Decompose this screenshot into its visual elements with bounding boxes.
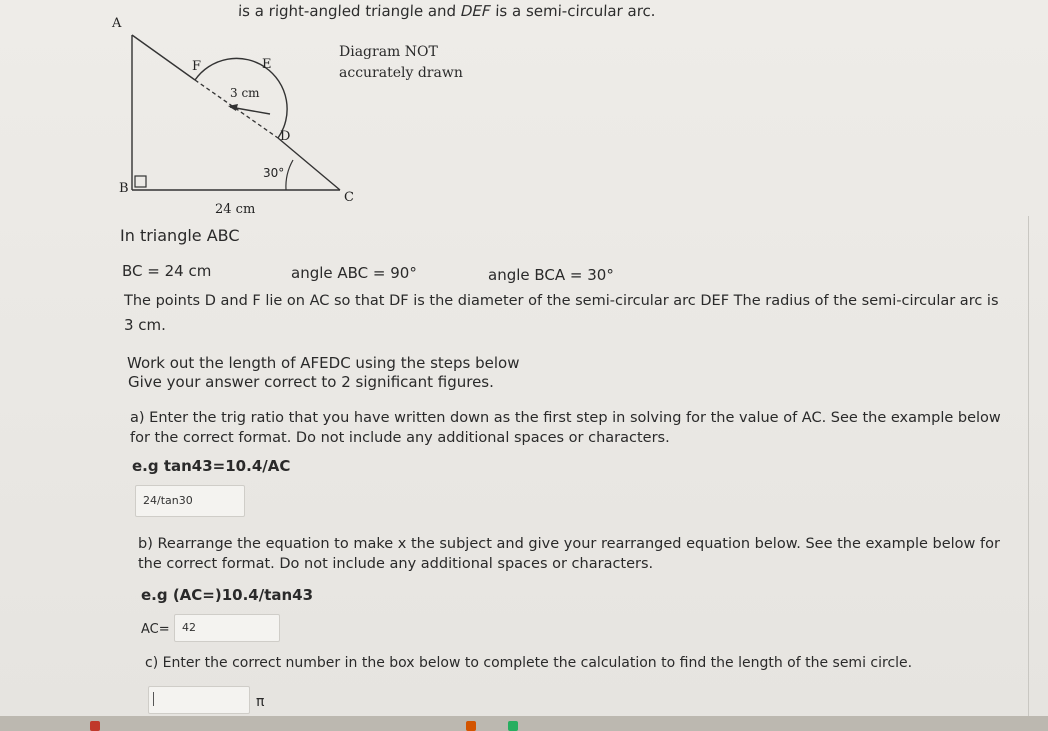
label-b: B: [119, 181, 129, 196]
radius-arrowhead: [228, 104, 238, 111]
part-a-answer-value: 24/tan30: [143, 494, 193, 507]
work-out-line2: Give your answer correct to 2 significant figures.: [128, 373, 494, 391]
header-prefix: is a right-angled triangle and: [237, 2, 462, 20]
part-a-line1: a) Enter the trig ratio that you have written down as the first step in solving for the value of AC. See the example below: [130, 410, 1001, 426]
intro-heading: In triangle ABC: [120, 226, 240, 245]
part-c-pi-symbol: π: [256, 694, 265, 710]
part-b-example: e.g (AC=)10.4/tan43: [141, 586, 314, 604]
orange-app-icon[interactable]: [466, 721, 476, 731]
part-b-line2: the correct format. Do not include any additional spaces or characters.: [138, 556, 654, 572]
points-text-line2: 3 cm.: [124, 316, 166, 334]
angle-arc: [286, 160, 293, 190]
given-angle-abc: angle ABC = 90°: [291, 264, 417, 282]
label-radius: 3 cm: [230, 86, 260, 100]
part-c-answer-field[interactable]: [148, 686, 250, 714]
given-angle-bca: angle BCA = 30°: [488, 266, 614, 284]
label-e: E: [262, 57, 272, 72]
side-af: [132, 35, 195, 80]
header-italic: DEF: [460, 2, 491, 20]
text-cursor: [153, 692, 154, 706]
part-b-prefix: AC=: [141, 622, 170, 637]
right-angle-marker: [135, 176, 146, 187]
part-b-answer-value: 42: [182, 621, 196, 634]
points-text-line1: The points D and F lie on AC so that DF is the diameter of the semi-circular arc DEF The radius of the semi-circular arc is: [124, 293, 999, 309]
part-c-line1: c) Enter the correct number in the box below to complete the calculation to find the length of the semi circle.: [145, 655, 913, 671]
side-dc: [278, 138, 340, 190]
part-b-answer-field[interactable]: [174, 614, 280, 642]
diagram-note-line2: accurately drawn: [339, 65, 463, 81]
work-out-line1: Work out the length of AFEDC using the steps below: [127, 354, 520, 372]
green-app-icon[interactable]: [508, 721, 518, 731]
label-f: F: [192, 59, 202, 74]
label-base: 24 cm: [215, 202, 256, 217]
label-a: A: [112, 16, 122, 31]
page-divider: [1028, 216, 1029, 716]
label-angle: 30°: [263, 166, 285, 180]
given-bc: BC = 24 cm: [122, 262, 212, 280]
label-d: D: [280, 129, 291, 144]
diagram-note: [339, 42, 463, 84]
label-c: C: [344, 190, 354, 205]
header-suffix: is a semi-circular arc.: [490, 2, 656, 20]
part-a-example: e.g tan43=10.4/AC: [132, 457, 291, 475]
bottom-taskbar-strip: [0, 716, 1048, 731]
part-b-line1: b) Rearrange the equation to make x the subject and give your rearranged equation below. See the example below for: [138, 536, 1000, 552]
part-a-line2: for the correct format. Do not include any additional spaces or characters.: [130, 430, 670, 446]
part-a-answer-field[interactable]: [135, 485, 245, 517]
red-app-icon[interactable]: [90, 721, 100, 731]
diagram-note-line1: Diagram NOT: [339, 44, 438, 60]
